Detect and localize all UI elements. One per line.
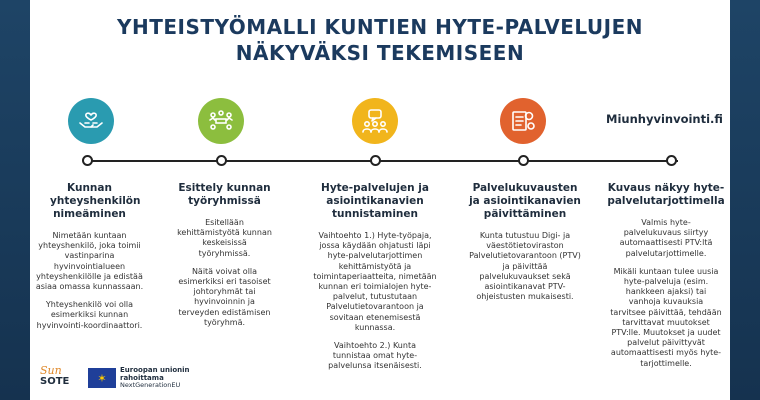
title-line-2: NÄKYVÄKSI TEKEMISEEN bbox=[235, 41, 525, 65]
gears-document-icon bbox=[500, 98, 546, 144]
step-2-text-1: Esitellään kehittämistyötä kunnan keskeisissä työryhmissä. bbox=[177, 218, 272, 258]
step-4-heading: Palvelukuvausten ja asiointikanavien päivittäminen bbox=[469, 182, 581, 220]
step-1-text-2: Yhteyshenkilö voi olla esimerkiksi kunnan hyvinvointi-koordinaattori. bbox=[36, 300, 143, 330]
title-line-1: YHTEISTYÖMALLI KUNTIEN HYTE-PALVELUJEN bbox=[116, 15, 643, 39]
people-discussion-icon bbox=[352, 98, 398, 144]
sun-logo-text: Sun bbox=[40, 364, 62, 377]
sunsote-logo bbox=[40, 365, 80, 393]
timeline-line bbox=[88, 160, 678, 162]
eu-line-3: NextGenerationEU bbox=[120, 381, 181, 389]
step-2-heading: Esittely kunnan työryhmissä bbox=[178, 182, 271, 207]
timeline-dot-1 bbox=[82, 155, 93, 166]
timeline-dot-4 bbox=[518, 155, 529, 166]
eu-line-1: Euroopan unionin bbox=[120, 366, 190, 374]
step-1-text-1: Nimetään kuntaan yhteyshenkilö, joka toimii vastinparina hyvinvointialueen yhteyshenkilölle ja edistää asiaa omassa kunnassaan. bbox=[35, 231, 144, 292]
eu-flag-icon: ✶ bbox=[88, 368, 116, 388]
step-5-heading: Kuvaus näkyy hyte-palvelutarjottimella bbox=[607, 182, 725, 207]
step-3 bbox=[310, 182, 440, 372]
eu-funding-text bbox=[120, 367, 190, 390]
eu-line-2: rahoittama bbox=[120, 373, 164, 382]
page-title bbox=[30, 14, 730, 66]
timeline-dot-2 bbox=[216, 155, 227, 166]
step-4 bbox=[466, 182, 584, 302]
miunhyvinvointi-brand-label: Miunhyvinvointi.fi bbox=[606, 112, 723, 126]
step-5-text-1: Valmis hyte-palvelukuvaus siirtyy automaattisesti PTV:ltä palvelutarjottimelle. bbox=[619, 218, 713, 258]
step-5-text-2: Mikäli kuntaan tulee uusia hyte-palveluja (esim. hankkeen ajaksi) tai vanhoja kuvauksia tarvitsee päivittää, tehdään tarvittavat muutokset PTV:lle. Muutokset ja uudet palvelut päivittyvät automaattisesti myös hyte-tarjottimelle. bbox=[610, 266, 722, 368]
step-1 bbox=[32, 182, 147, 331]
step-5 bbox=[606, 182, 726, 369]
step-2-text-2: Näitä voivat olla esimerkiksi eri tasoiset johtoryhmät tai hyvinvoinnin ja terveyden edistämisen työryhmä. bbox=[178, 266, 271, 327]
step-3-text-1: Vaihtoehto 1.) Hyte-työpaja, jossa käydään ohjatusti läpi hyte-palvelutarjottimen kehittämistyötä ja toimintaperiaatteita, nimetään kunnan eri toimialojen hyte-palvelut, tutustutaan Palvelutietovarantoon ja sovitaan etenemisestä kunnassa. bbox=[313, 231, 437, 332]
infographic-card bbox=[30, 0, 730, 400]
step-3-text-2: Vaihtoehto 2.) Kunta tunnistaa omat hyte-palvelunsa itsenäisesti. bbox=[328, 341, 422, 371]
hands-heart-icon bbox=[68, 98, 114, 144]
step-4-text-1: Kunta tutustuu Digi- ja väestötietoviraston Palvelutietovarantoon (PTV) ja päivittää palvelukuvaukset sekä asiointikanavat PTV-ohjeistusten mukaisesti. bbox=[469, 231, 581, 302]
right-background-strip bbox=[730, 0, 760, 400]
timeline-dot-5 bbox=[666, 155, 677, 166]
meeting-group-icon bbox=[198, 98, 244, 144]
step-2 bbox=[167, 182, 282, 328]
step-3-heading: Hyte-palvelujen ja asiointikanavien tunnistaminen bbox=[321, 182, 429, 220]
left-background-strip bbox=[0, 0, 30, 400]
step-1-heading: Kunnan yhteyshenkilön nimeäminen bbox=[50, 182, 141, 220]
timeline-dot-3 bbox=[370, 155, 381, 166]
sote-logo-text: SOTE bbox=[40, 376, 70, 387]
